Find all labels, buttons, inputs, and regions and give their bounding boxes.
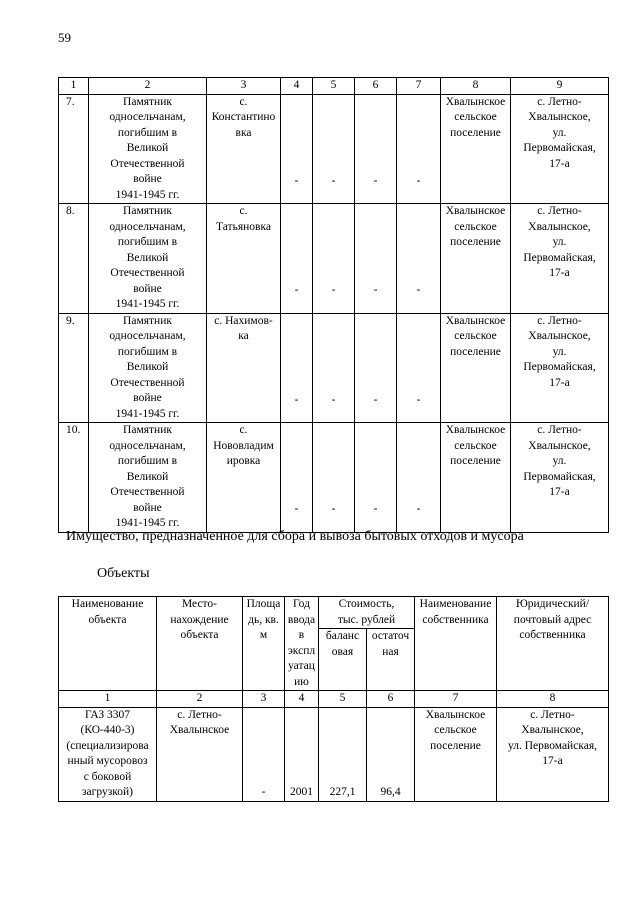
cell-line: ул. [552,345,567,358]
object-place [207,94,281,204]
cell-line: Хвалынское, [528,439,591,452]
object-place [207,423,281,533]
cell-line: овая [331,645,354,658]
header-name [59,597,157,691]
header-year [285,597,319,691]
cell-line: Памятник [123,424,172,436]
row-number: 8. [59,204,89,314]
cell-line: Великой [126,470,169,483]
cell-line: 17-а [549,267,570,279]
cell-line: войне [133,173,162,185]
cell-line: загрузкой) [82,786,133,798]
column-number: 7 [397,78,441,95]
cell-line: поселение [450,455,501,467]
cell-line: Первомайская, [523,251,596,264]
column-number: 5 [313,78,355,95]
cell-line: Великой [126,142,169,154]
owner-name [441,423,511,533]
cell-line: односельчанам, [109,111,186,123]
owner-address [511,313,609,423]
cell-line: ная [382,645,399,658]
cell-line: ввода [287,613,316,626]
column-number: 8 [441,78,511,95]
cell-line: (специализирова [66,739,149,752]
cell-line: ировка [226,455,261,467]
empty-value: - [313,204,355,314]
vehicle-year: 2001 [285,707,319,801]
cell-line: с боковой [83,770,132,783]
cell-line: Юридический/ [515,598,590,610]
vehicle-name [59,707,157,801]
section-heading: Имущество, предназначенное для сбора и вывоза бытовых отходов и мусора [66,529,524,544]
owner-address [511,204,609,314]
cell-line: Первомайская, [523,470,596,483]
vehicle-area: - [243,707,285,801]
cell-line: Хвалынское [169,724,230,736]
cell-line: ул. [552,236,567,248]
column-number: 6 [367,691,415,708]
cell-line: с. [239,95,248,108]
row-number: 10. [59,423,89,533]
cell-line: с. [239,205,248,217]
vehicle-residual: 96,4 [367,707,415,801]
cell-line: погибшим в [117,236,178,248]
section-subheading: Объекты [97,566,150,581]
cell-line: ул. [552,455,567,467]
header-cost [319,597,415,629]
cell-line: Хвалынское [445,95,506,108]
cell-line: Первомайская, [523,142,596,154]
empty-value: - [281,423,313,533]
owner-name [441,313,511,423]
cell-line: войне [133,392,162,404]
vehicle-owner [415,707,497,801]
cell-line: Стоимость, [338,598,395,610]
cell-line: 17-а [549,486,570,498]
cell-line: односельчанам, [109,220,186,233]
object-name [89,94,207,204]
empty-value: - [281,204,313,314]
monuments-table [58,77,609,533]
cell-line: 1941-1945 гг. [115,298,180,310]
empty-value: - [281,313,313,423]
empty-value: - [313,423,355,533]
cell-line: Место- [181,598,218,610]
object-place [207,204,281,314]
empty-value: - [397,94,441,204]
cell-line: Татьяновка [216,220,271,233]
cell-line: Первомайская, [523,361,596,373]
cell-line: войне [133,282,162,295]
vehicle-location [157,707,243,801]
cell-line: собственника [519,629,586,641]
cell-line: поселение [430,739,481,752]
cell-line: ул. [552,126,567,139]
cell-line: Год [293,598,310,610]
cell-line: ка [238,330,249,342]
cell-line: 17-а [549,376,570,389]
cell-line: объекта [180,629,219,641]
column-number: 6 [355,78,397,95]
cell-line: сельское [454,330,497,342]
cell-line: с. Летно- [177,708,222,721]
cell-line: погибшим в [117,455,178,467]
cell-line: с. [239,424,248,436]
column-number: 3 [243,691,285,708]
column-number: 2 [157,691,243,708]
cell-line: 17-а [542,755,563,767]
cell-line: с. Летно- [537,424,582,436]
table2-header-row [59,597,609,629]
table-row [59,204,609,314]
cell-line: сельское [454,111,497,123]
empty-value: - [313,94,355,204]
cell-line: ул. Первомайская, [507,739,598,752]
cell-line: погибшим в [117,126,178,139]
cell-line: объекта [88,613,127,626]
cell-line: 1941-1945 гг. [115,407,180,420]
cell-line: Нововладим [213,439,274,452]
cell-line: Великой [126,251,169,264]
cell-line: с. Нахимов- [214,314,273,327]
column-number: 8 [497,691,609,708]
cell-line: Площа [246,598,281,610]
column-number: 9 [511,78,609,95]
cell-line: 1941-1945 гг. [115,517,180,529]
header-location [157,597,243,691]
waste-equipment-table [58,596,609,802]
cell-line: сельское [454,439,497,452]
cell-line: с. Летно- [537,205,582,217]
owner-name [441,94,511,204]
cell-line: погибшим в [117,345,178,358]
cell-line: остаточ [371,630,410,642]
column-number: 7 [415,691,497,708]
object-name [89,313,207,423]
cell-line: Отечественной [110,486,185,498]
empty-value: - [355,423,397,533]
column-number: 2 [89,78,207,95]
cell-line: Отечественной [110,157,185,170]
row-number: 9. [59,313,89,423]
cell-line: Константино [211,111,276,123]
cell-line: ГАЗ 3307 [84,708,131,721]
cell-line: баланс [325,630,360,642]
cell-line: с. Летно- [537,95,582,108]
cell-line: Хвалынское, [528,330,591,342]
cell-line: Хвалынское, [521,724,584,736]
empty-value: - [355,313,397,423]
row-number: 7. [59,94,89,204]
cell-line: сельское [454,220,497,233]
cell-line: войне [133,501,162,514]
cell-line: Хвалынское [445,205,506,217]
cell-line: нахождение [170,613,229,626]
cell-line: экспл [287,644,316,657]
cell-line: ию [294,675,309,688]
table2-numbers-row [59,691,609,708]
cell-line: м [259,629,268,641]
column-number: 4 [281,78,313,95]
vehicle-address [497,707,609,801]
cell-line: в [298,629,305,641]
cell-line: Хвалынское [425,708,486,721]
object-place [207,313,281,423]
empty-value: - [397,204,441,314]
column-number: 5 [319,691,367,708]
header-owner [415,597,497,691]
cell-line: вка [235,126,252,139]
cell-line: Хвалынское, [528,111,591,123]
vehicle-balance: 227,1 [319,707,367,801]
cell-line: поселение [450,236,501,248]
cell-line: Хвалынское, [528,220,591,233]
cell-line: дь, кв. [248,613,279,626]
owner-name [441,204,511,314]
cell-line: поселение [450,345,501,358]
table-row [59,707,609,801]
cell-line: Хвалынское [445,424,506,436]
cell-line: односельчанам, [109,330,186,342]
cell-line: нный мусоровоз [67,755,148,767]
column-number: 1 [59,78,89,95]
cell-line: Отечественной [110,267,185,279]
column-number: 1 [59,691,157,708]
table-row [59,94,609,204]
header-area [243,597,285,691]
cell-line: тыс. рублей [337,613,396,626]
cell-line: односельчанам, [109,439,186,452]
cell-line: с. Летно- [530,708,575,721]
empty-value: - [355,204,397,314]
column-number: 4 [285,691,319,708]
cell-line: Великой [126,361,169,373]
empty-value: - [397,423,441,533]
cell-line: 1941-1945 гг. [115,188,180,201]
cell-line: поселение [450,126,501,139]
table-row [59,313,609,423]
object-name [89,204,207,314]
cell-line: Памятник [123,205,172,217]
table1-header-row [59,78,609,95]
cell-line: Памятник [123,95,172,108]
cell-line: почтовый адрес [513,613,592,626]
header-balance [319,629,367,691]
table-row [59,423,609,533]
cell-line: Хвалынское [445,314,506,327]
empty-value: - [313,313,355,423]
cell-line: Памятник [123,314,172,327]
cell-line: сельское [434,724,477,736]
page-number: 59 [58,30,71,45]
cell-line: собственника [422,613,489,626]
header-residual [367,629,415,691]
empty-value: - [281,94,313,204]
owner-address [511,94,609,204]
cell-line: с. Летно- [537,314,582,327]
cell-line: Отечественной [110,376,185,389]
owner-address [511,423,609,533]
empty-value: - [397,313,441,423]
cell-line: Наименование [419,598,492,610]
cell-line: уатац [288,660,315,672]
header-address [497,597,609,691]
cell-line: Наименование [71,598,144,610]
cell-line: (КО-440-3) [80,724,135,736]
column-number: 3 [207,78,281,95]
cell-line: 17-а [549,157,570,170]
empty-value: - [355,94,397,204]
object-name [89,423,207,533]
